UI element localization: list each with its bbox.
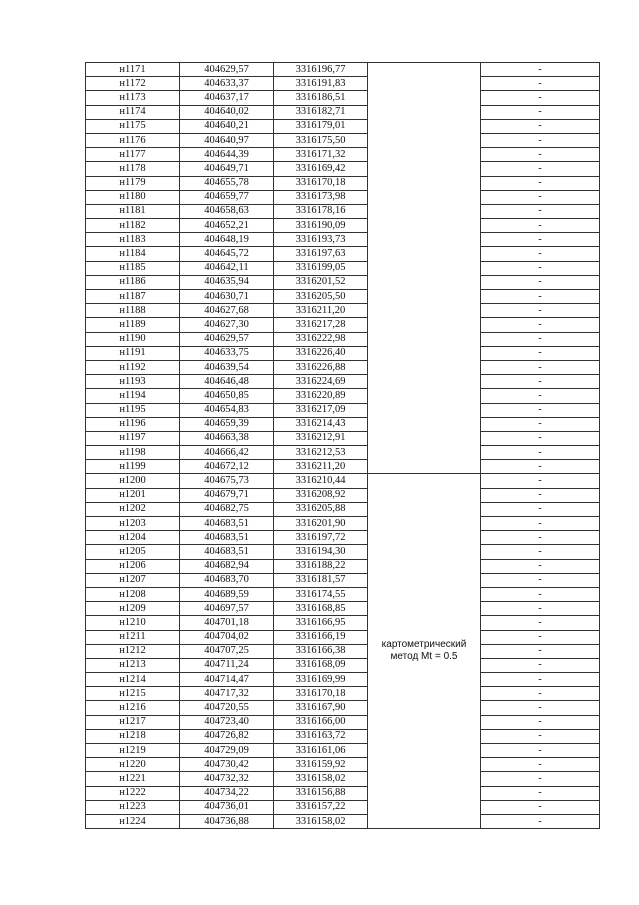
y-coordinate-cell: 3316201,90 [274,517,368,531]
table-row [86,630,600,644]
x-coordinate-cell: 404711,24 [180,658,274,672]
x-coordinate-cell: 404675,73 [180,474,274,488]
point-name-cell: н1172 [86,77,180,91]
table-row [86,729,600,743]
table-row [86,531,600,545]
accuracy-value-cell: - [481,375,600,389]
y-coordinate-cell: 3316169,99 [274,673,368,687]
accuracy-value-cell: - [481,233,600,247]
table-row [86,275,600,289]
point-name-cell: н1199 [86,460,180,474]
x-coordinate-cell: 404639,54 [180,360,274,374]
accuracy-value-cell: - [481,474,600,488]
table-row [86,814,600,828]
x-coordinate-cell: 404629,57 [180,63,274,77]
accuracy-value-cell: - [481,744,600,758]
accuracy-value-cell: - [481,261,600,275]
y-coordinate-cell: 3316217,28 [274,318,368,332]
accuracy-value-cell: - [481,63,600,77]
table-row [86,261,600,275]
accuracy-value-cell: - [481,673,600,687]
y-coordinate-cell: 3316191,83 [274,77,368,91]
x-coordinate-cell: 404683,51 [180,545,274,559]
table-row [86,417,600,431]
accuracy-value-cell: - [481,460,600,474]
point-name-cell: н1186 [86,275,180,289]
y-coordinate-cell: 3316171,32 [274,148,368,162]
y-coordinate-cell: 3316168,09 [274,658,368,672]
x-coordinate-cell: 404723,40 [180,715,274,729]
y-coordinate-cell: 3316214,43 [274,417,368,431]
method-label-line1: картометрический [381,639,467,651]
table-row [86,772,600,786]
point-name-cell: н1224 [86,814,180,828]
table-row [86,460,600,474]
point-name-cell: н1207 [86,573,180,587]
point-name-cell: н1197 [86,431,180,445]
y-coordinate-cell: 3316211,20 [274,460,368,474]
y-coordinate-cell: 3316161,06 [274,744,368,758]
accuracy-value-cell: - [481,630,600,644]
y-coordinate-cell: 3316193,73 [274,233,368,247]
coordinates-table [85,62,600,829]
table-row [86,403,600,417]
accuracy-value-cell: - [481,290,600,304]
point-name-cell: н1220 [86,758,180,772]
x-coordinate-cell: 404666,42 [180,446,274,460]
table-row [86,687,600,701]
x-coordinate-cell: 404732,32 [180,772,274,786]
table-row [86,233,600,247]
accuracy-value-cell: - [481,318,600,332]
point-name-cell: н1182 [86,219,180,233]
y-coordinate-cell: 3316186,51 [274,91,368,105]
y-coordinate-cell: 3316167,90 [274,701,368,715]
table-row [86,488,600,502]
point-name-cell: н1211 [86,630,180,644]
table-row [86,360,600,374]
point-name-cell: н1214 [86,673,180,687]
accuracy-value-cell: - [481,587,600,601]
x-coordinate-cell: 404679,71 [180,488,274,502]
y-coordinate-cell: 3316222,98 [274,332,368,346]
method-label-line2: метод Mt = 0.5 [390,651,458,663]
table-row [86,616,600,630]
table-row [86,559,600,573]
table-row [86,701,600,715]
x-coordinate-cell: 404697,57 [180,602,274,616]
y-coordinate-cell: 3316170,18 [274,687,368,701]
accuracy-value-cell: - [481,389,600,403]
accuracy-value-cell: - [481,701,600,715]
accuracy-value-cell: - [481,275,600,289]
x-coordinate-cell: 404682,75 [180,502,274,516]
accuracy-value-cell: - [481,772,600,786]
point-name-cell: н1203 [86,517,180,531]
accuracy-value-cell: - [481,786,600,800]
accuracy-value-cell: - [481,403,600,417]
point-name-cell: н1219 [86,744,180,758]
table-row [86,517,600,531]
x-coordinate-cell: 404640,21 [180,119,274,133]
accuracy-value-cell: - [481,162,600,176]
table-row [86,304,600,318]
point-name-cell: н1178 [86,162,180,176]
accuracy-value-cell: - [481,758,600,772]
point-name-cell: н1222 [86,786,180,800]
y-coordinate-cell: 3316210,44 [274,474,368,488]
x-coordinate-cell: 404682,94 [180,559,274,573]
table-row [86,431,600,445]
point-name-cell: н1185 [86,261,180,275]
point-name-cell: н1210 [86,616,180,630]
y-coordinate-cell: 3316179,01 [274,119,368,133]
x-coordinate-cell: 404648,19 [180,233,274,247]
y-coordinate-cell: 3316199,05 [274,261,368,275]
point-name-cell: н1195 [86,403,180,417]
x-coordinate-cell: 404649,71 [180,162,274,176]
point-name-cell: н1177 [86,148,180,162]
x-coordinate-cell: 404627,68 [180,304,274,318]
y-coordinate-cell: 3316220,89 [274,389,368,403]
x-coordinate-cell: 404630,71 [180,290,274,304]
table-row [86,602,600,616]
accuracy-value-cell: - [481,346,600,360]
y-coordinate-cell: 3316166,38 [274,644,368,658]
point-name-cell: н1198 [86,446,180,460]
point-name-cell: н1191 [86,346,180,360]
accuracy-value-cell: - [481,602,600,616]
point-name-cell: н1223 [86,800,180,814]
y-coordinate-cell: 3316226,40 [274,346,368,360]
accuracy-value-cell: - [481,446,600,460]
accuracy-value-cell: - [481,729,600,743]
table-row [86,119,600,133]
table-row [86,573,600,587]
accuracy-value-cell: - [481,616,600,630]
y-coordinate-cell: 3316190,09 [274,219,368,233]
point-name-cell: н1212 [86,644,180,658]
accuracy-value-cell: - [481,360,600,374]
x-coordinate-cell: 404701,18 [180,616,274,630]
table-row [86,715,600,729]
point-name-cell: н1190 [86,332,180,346]
point-name-cell: н1218 [86,729,180,743]
y-coordinate-cell: 3316158,02 [274,772,368,786]
point-name-cell: н1216 [86,701,180,715]
x-coordinate-cell: 404654,83 [180,403,274,417]
table-row [86,318,600,332]
y-coordinate-cell: 3316205,50 [274,290,368,304]
accuracy-value-cell: - [481,502,600,516]
x-coordinate-cell: 404683,51 [180,517,274,531]
table-row [86,545,600,559]
table-row [86,587,600,601]
accuracy-value-cell: - [481,545,600,559]
table-row [86,247,600,261]
table-row [86,389,600,403]
coordinates-table-body [86,63,600,829]
point-name-cell: н1183 [86,233,180,247]
x-coordinate-cell: 404707,25 [180,644,274,658]
y-coordinate-cell: 3316194,30 [274,545,368,559]
x-coordinate-cell: 404637,17 [180,91,274,105]
method-cell-upper [368,63,481,474]
y-coordinate-cell: 3316174,55 [274,587,368,601]
accuracy-value-cell: - [481,91,600,105]
y-coordinate-cell: 3316169,42 [274,162,368,176]
accuracy-value-cell: - [481,644,600,658]
point-name-cell: н1189 [86,318,180,332]
x-coordinate-cell: 404652,21 [180,219,274,233]
accuracy-value-cell: - [481,219,600,233]
y-coordinate-cell: 3316211,20 [274,304,368,318]
x-coordinate-cell: 404640,02 [180,105,274,119]
x-coordinate-cell: 404717,32 [180,687,274,701]
accuracy-value-cell: - [481,488,600,502]
y-coordinate-cell: 3316212,53 [274,446,368,460]
point-name-cell: н1213 [86,658,180,672]
accuracy-value-cell: - [481,814,600,828]
x-coordinate-cell: 404635,94 [180,275,274,289]
accuracy-value-cell: - [481,176,600,190]
table-row [86,332,600,346]
point-name-cell: н1176 [86,133,180,147]
x-coordinate-cell: 404645,72 [180,247,274,261]
table-row [86,290,600,304]
accuracy-value-cell: - [481,119,600,133]
accuracy-value-cell: - [481,531,600,545]
point-name-cell: н1175 [86,119,180,133]
y-coordinate-cell: 3316157,22 [274,800,368,814]
table-row [86,786,600,800]
y-coordinate-cell: 3316197,63 [274,247,368,261]
table-row [86,77,600,91]
table-row [86,800,600,814]
table-row [86,474,600,488]
point-name-cell: н1196 [86,417,180,431]
y-coordinate-cell: 3316224,69 [274,375,368,389]
y-coordinate-cell: 3316212,91 [274,431,368,445]
x-coordinate-cell: 404736,88 [180,814,274,828]
point-name-cell: н1192 [86,360,180,374]
x-coordinate-cell: 404640,97 [180,133,274,147]
x-coordinate-cell: 404646,48 [180,375,274,389]
accuracy-value-cell: - [481,105,600,119]
point-name-cell: н1188 [86,304,180,318]
x-coordinate-cell: 404644,39 [180,148,274,162]
y-coordinate-cell: 3316166,00 [274,715,368,729]
table-row [86,644,600,658]
x-coordinate-cell: 404683,70 [180,573,274,587]
point-name-cell: н1187 [86,290,180,304]
y-coordinate-cell: 3316182,71 [274,105,368,119]
x-coordinate-cell: 404683,51 [180,531,274,545]
point-name-cell: н1174 [86,105,180,119]
point-name-cell: н1205 [86,545,180,559]
y-coordinate-cell: 3316196,77 [274,63,368,77]
x-coordinate-cell: 404704,02 [180,630,274,644]
x-coordinate-cell: 404658,63 [180,204,274,218]
y-coordinate-cell: 3316156,88 [274,786,368,800]
y-coordinate-cell: 3316163,72 [274,729,368,743]
table-row [86,375,600,389]
x-coordinate-cell: 404627,30 [180,318,274,332]
y-coordinate-cell: 3316217,09 [274,403,368,417]
table-row [86,219,600,233]
x-coordinate-cell: 404672,12 [180,460,274,474]
y-coordinate-cell: 3316197,72 [274,531,368,545]
accuracy-value-cell: - [481,204,600,218]
point-name-cell: н1204 [86,531,180,545]
accuracy-value-cell: - [481,417,600,431]
point-name-cell: н1171 [86,63,180,77]
table-row [86,133,600,147]
point-name-cell: н1194 [86,389,180,403]
table-row [86,105,600,119]
accuracy-value-cell: - [481,687,600,701]
table-row [86,162,600,176]
point-name-cell: н1208 [86,587,180,601]
x-coordinate-cell: 404689,59 [180,587,274,601]
x-coordinate-cell: 404726,82 [180,729,274,743]
table-row [86,502,600,516]
point-name-cell: н1201 [86,488,180,502]
accuracy-value-cell: - [481,517,600,531]
point-name-cell: н1200 [86,474,180,488]
y-coordinate-cell: 3316201,52 [274,275,368,289]
accuracy-value-cell: - [481,431,600,445]
accuracy-value-cell: - [481,148,600,162]
y-coordinate-cell: 3316170,18 [274,176,368,190]
y-coordinate-cell: 3316205,88 [274,502,368,516]
table-row [86,204,600,218]
accuracy-value-cell: - [481,800,600,814]
accuracy-value-cell: - [481,304,600,318]
x-coordinate-cell: 404720,55 [180,701,274,715]
y-coordinate-cell: 3316226,88 [274,360,368,374]
point-name-cell: н1202 [86,502,180,516]
table-row [86,446,600,460]
point-name-cell: н1184 [86,247,180,261]
table-row [86,91,600,105]
point-name-cell: н1221 [86,772,180,786]
x-coordinate-cell: 404663,38 [180,431,274,445]
y-coordinate-cell: 3316159,92 [274,758,368,772]
x-coordinate-cell: 404730,42 [180,758,274,772]
accuracy-value-cell: - [481,247,600,261]
accuracy-value-cell: - [481,658,600,672]
y-coordinate-cell: 3316166,19 [274,630,368,644]
x-coordinate-cell: 404714,47 [180,673,274,687]
point-name-cell: н1209 [86,602,180,616]
x-coordinate-cell: 404642,11 [180,261,274,275]
accuracy-value-cell: - [481,332,600,346]
accuracy-value-cell: - [481,573,600,587]
x-coordinate-cell: 404729,09 [180,744,274,758]
x-coordinate-cell: 404650,85 [180,389,274,403]
y-coordinate-cell: 3316158,02 [274,814,368,828]
point-name-cell: н1193 [86,375,180,389]
accuracy-value-cell: - [481,715,600,729]
table-row [86,148,600,162]
table-row [86,176,600,190]
x-coordinate-cell: 404655,78 [180,176,274,190]
x-coordinate-cell: 404629,57 [180,332,274,346]
accuracy-value-cell: - [481,190,600,204]
table-row [86,673,600,687]
point-name-cell: н1215 [86,687,180,701]
y-coordinate-cell: 3316188,22 [274,559,368,573]
point-name-cell: н1181 [86,204,180,218]
point-name-cell: н1179 [86,176,180,190]
method-cell [368,474,481,829]
table-row [86,63,600,77]
x-coordinate-cell: 404659,77 [180,190,274,204]
y-coordinate-cell: 3316166,95 [274,616,368,630]
accuracy-value-cell: - [481,77,600,91]
accuracy-value-cell: - [481,133,600,147]
table-row [86,758,600,772]
y-coordinate-cell: 3316178,16 [274,204,368,218]
table-row [86,658,600,672]
y-coordinate-cell: 3316168,85 [274,602,368,616]
point-name-cell: н1173 [86,91,180,105]
point-name-cell: н1217 [86,715,180,729]
y-coordinate-cell: 3316181,57 [274,573,368,587]
point-name-cell: н1180 [86,190,180,204]
x-coordinate-cell: 404734,22 [180,786,274,800]
y-coordinate-cell: 3316173,98 [274,190,368,204]
y-coordinate-cell: 3316175,50 [274,133,368,147]
point-name-cell: н1206 [86,559,180,573]
x-coordinate-cell: 404633,37 [180,77,274,91]
y-coordinate-cell: 3316208,92 [274,488,368,502]
accuracy-value-cell: - [481,559,600,573]
x-coordinate-cell: 404633,75 [180,346,274,360]
table-row [86,346,600,360]
x-coordinate-cell: 404736,01 [180,800,274,814]
table-row [86,744,600,758]
x-coordinate-cell: 404659,39 [180,417,274,431]
table-row [86,190,600,204]
